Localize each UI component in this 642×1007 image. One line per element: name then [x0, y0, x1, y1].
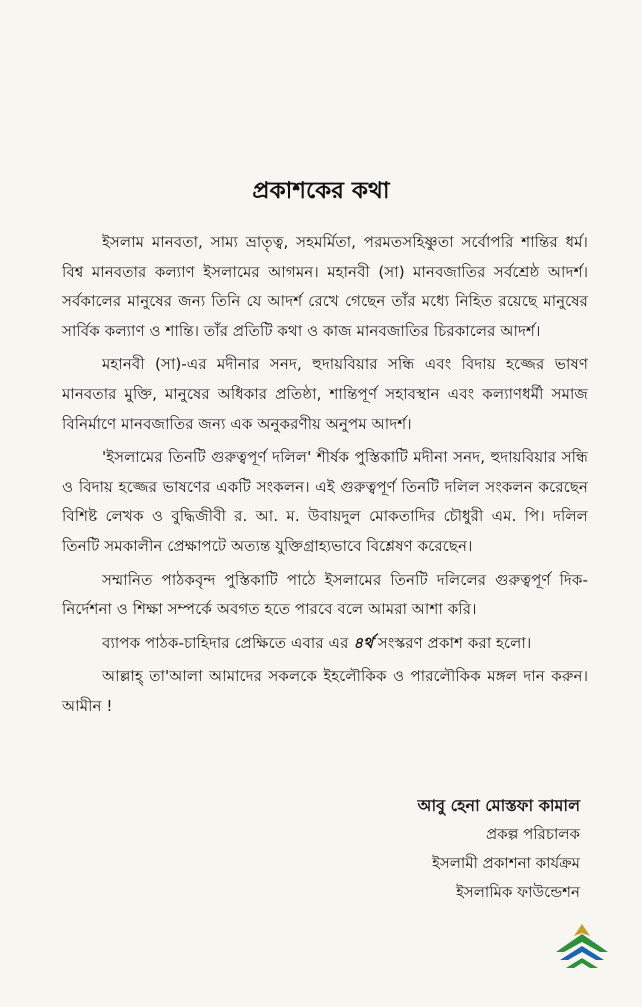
body-text	[62, 228, 588, 726]
signatory-name: আবু হেনা মোস্তফা কামাল	[417, 796, 580, 815]
paragraph-3: 'ইসলামের তিনটি গুরুত্বপূর্ণ দলিল' শীর্ষক পুস্তিকাটি মদীনা সনদ, হুদায়বিয়ার সন্ধি ও বিদায় হজ্জের ভাষণের একটি সংকলন। এই গুরুত্বপূর্ণ তিনটি দলিল সংকলন করেছেন বিশিষ্ট লেখক ও বুদ্ধিজীবী র. আ. ম. উবায়দুল মোকতাদির চৌধুরী এম. পি। দলিল তিনটি সমকালীন প্রেক্ষাপটে অত্যন্ত যুক্তিগ্রাহ্যভাবে বিশ্লেষণ করেছেন।	[62, 448, 588, 555]
signature-block	[417, 791, 580, 907]
foundation-logo-icon	[552, 920, 612, 976]
edition-number: ৪র্থ	[353, 633, 373, 652]
closing-prayer: আল্লাহ্‌ তা'আলা আমাদের সকলকে ইহলৌকিক ও পারলৌকিক মঙ্গল দান করুন। আমীন !	[62, 667, 588, 715]
edition-text-before: ব্যাপক পাঠক-চাহিদার প্রেক্ষিতে এবার এর	[102, 633, 354, 652]
paragraph-2: মহানবী (সা)-এর মদীনার সনদ, হুদায়বিয়ার সন্ধি এবং বিদায় হজ্জের ভাষণ মানবতার মুক্তি, মানুষের অধিকার প্রতিষ্ঠা, শান্তিপূর্ণ সহাবস্থান এবং কল্যাণধর্মী সমাজ বিনির্মাণে মানবজাতির জন্য এক অনুকরণীয় অনুপম আদর্শ।	[62, 355, 588, 433]
paragraph-1: ইসলাম মানবতা, সাম্য ভ্রাতৃত্ব, সহমর্মিতা, পরমতসহিষ্ণুতা সর্বোপরি শান্তির ধর্ম। বিশ্ব মানবতার কল্যাণ ইসলামের আগমন। মহানবী (সা) মানবজাতির সর্বশ্রেষ্ঠ আদর্শ। সর্বকালের মানুষের জন্য তিনি যে আদর্শ রেখে গেছেন তাঁর মধ্যে নিহিত রয়েছে মানুষের সার্বিক কল্যাণ ও শান্তি। তাঁর প্রতিটি কথা ও কাজ মানবজাতির চিরকালের আদর্শ।	[62, 233, 588, 340]
signatory-department: ইসলামী প্রকাশনা কার্যক্রম	[432, 854, 580, 872]
edition-text-after: সংস্করণ প্রকাশ করা হলো।	[372, 633, 532, 652]
paragraph-4: সম্মানিত পাঠকবৃন্দ পুস্তিকাটি পাঠে ইসলামের তিনটি দলিলের গুরুত্বপূর্ণ দিক-নির্দেশনা ও শিক্ষা সম্পর্কে অবগত হতে পারবে বলে আমরা আশা করি।	[62, 570, 588, 619]
signatory-organization: ইসলামিক ফাউন্ডেশন	[456, 883, 580, 901]
page-title: প্রকাশকের কথা	[252, 178, 390, 204]
edition-paragraph	[62, 629, 588, 659]
signatory-designation: প্রকল্প পরিচালক	[485, 825, 580, 843]
